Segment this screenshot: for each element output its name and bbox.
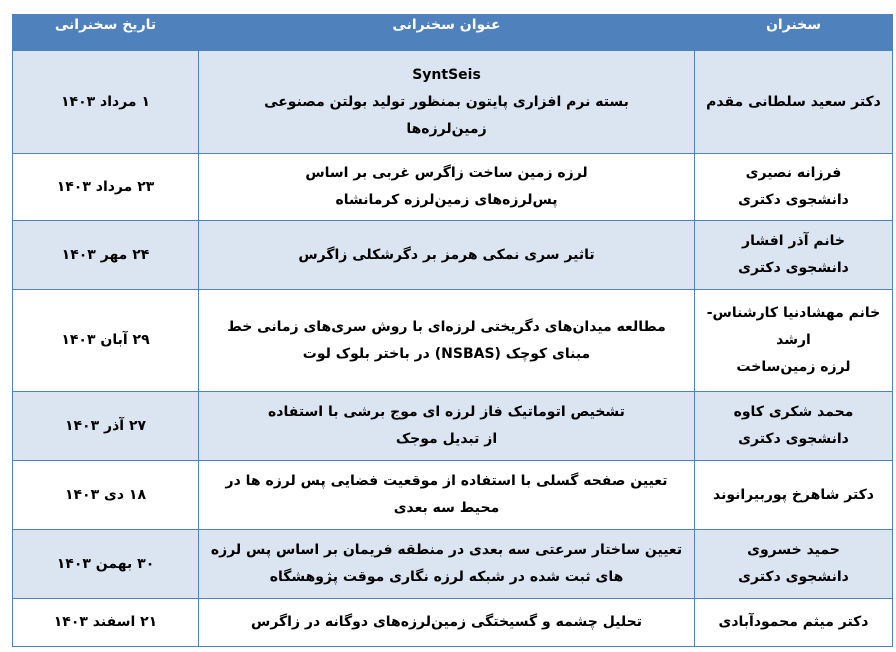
date-cell: ۲۴ مهر ۱۴۰۳ (13, 221, 199, 290)
title-cell (199, 51, 695, 154)
header-speaker: سخنران (695, 15, 893, 51)
date-cell: ۱ مرداد ۱۴۰۳ (13, 51, 199, 154)
header-row (13, 15, 893, 51)
cell-line: فرزانه نصیری (745, 165, 842, 181)
date-cell: ۲۷ آذر ۱۴۰۳ (13, 392, 199, 461)
table-row (13, 392, 893, 461)
date-cell: ۲۹ آبان ۱۴۰۳ (13, 290, 199, 392)
cell-line: لرزه زمین‌ساخت (736, 359, 851, 375)
cell-line: تعیین ساختار سرعتی سه بعدی در منطقه فریمان بر اساس پس لرزه (210, 542, 683, 558)
cell-line: دکتر سعید سلطانی مقدم (706, 93, 881, 110)
cell-line: دکتر میثم محمودآبادی (718, 614, 869, 630)
cell-line: تشخیص اتوماتیک فاز لرزه ای موج برشی با استفاده (268, 404, 625, 420)
cell-line: زمین‌لرزه‌ها (406, 120, 487, 137)
table-row (13, 461, 893, 530)
cell-line: های ثبت شده در شبکه لرزه نگاری موقت پژوهشگاه (269, 569, 624, 585)
date-cell: ۲۳ مرداد ۱۴۰۳ (13, 154, 199, 221)
cell-line: تاثیر سری نمکی هرمز بر دگرشکلی زاگرس (298, 246, 595, 263)
cell-line: SyntSeis (412, 66, 481, 83)
date-cell: ۱۸ دی ۱۴۰۳ (13, 461, 199, 530)
table-row (13, 154, 893, 221)
speaker-cell (695, 392, 893, 461)
speaker-cell (695, 154, 893, 221)
cell-line: تحلیل چشمه و گسیختگی زمین‌لرزه‌های دوگانه در زاگرس (251, 614, 642, 630)
speaker-cell (695, 221, 893, 290)
cell-line: محمد شکری کاوه (733, 404, 854, 420)
cell-line: دانشجوی دکتری (738, 260, 849, 276)
title-cell (199, 221, 695, 290)
speaker-cell (695, 290, 893, 392)
speaker-cell (695, 51, 893, 154)
cell-line: خانم آذر افشار (742, 233, 845, 249)
speaker-cell (695, 599, 893, 647)
cell-line: ارشد (776, 332, 811, 348)
cell-line: خانم مهشادنیا کارشناس- (706, 305, 881, 321)
cell-line: محیط سه بعدی (393, 500, 500, 516)
cell-line: دکتر شاهرخ پوربیرانوند (713, 486, 874, 503)
cell-line: دانشجوی دکتری (738, 569, 849, 585)
title-cell (199, 290, 695, 392)
title-cell (199, 599, 695, 647)
cell-line: مبنای کوچک (NSBAS) در باختر بلوک لوت (302, 345, 591, 362)
table-row (13, 221, 893, 290)
speaker-cell (695, 461, 893, 530)
cell-line: تعیین صفحه گسلی با استفاده از موقعیت فضایی پس لرزه ها در (225, 473, 668, 489)
date-cell: ۲۱ اسفند ۱۴۰۳ (13, 599, 199, 647)
header-title: عنوان سخنرانی (199, 15, 695, 51)
title-cell (199, 154, 695, 221)
cell-line: دانشجوی دکتری (738, 431, 849, 447)
cell-line: پس‌لرزه‌های زمین‌لرزه کرمانشاه (335, 192, 558, 208)
cell-line: بسته نرم افزاری پایتون بمنظور تولید بولتن مصنوعی (264, 93, 629, 110)
seminar-schedule-table (12, 14, 893, 647)
table-row (13, 599, 893, 647)
speaker-cell (695, 530, 893, 599)
title-cell (199, 461, 695, 530)
table-row (13, 51, 893, 154)
cell-line: حمید خسروی (747, 542, 840, 558)
table-row (13, 290, 893, 392)
cell-line: مطالعه میدان‌های دگریختی لرزه‌ای با روش سری‌های زمانی خط (227, 318, 666, 335)
table-row (13, 530, 893, 599)
title-cell (199, 392, 695, 461)
cell-line: دانشجوی دکتری (738, 192, 849, 208)
cell-line: لرزه زمین ساخت زاگرس غربی بر اساس (305, 165, 588, 181)
cell-line: از تبدیل موجک (395, 431, 498, 447)
title-cell (199, 530, 695, 599)
date-cell: ۳۰ بهمن ۱۴۰۳ (13, 530, 199, 599)
header-date: تاریخ سخنرانی (13, 15, 199, 51)
